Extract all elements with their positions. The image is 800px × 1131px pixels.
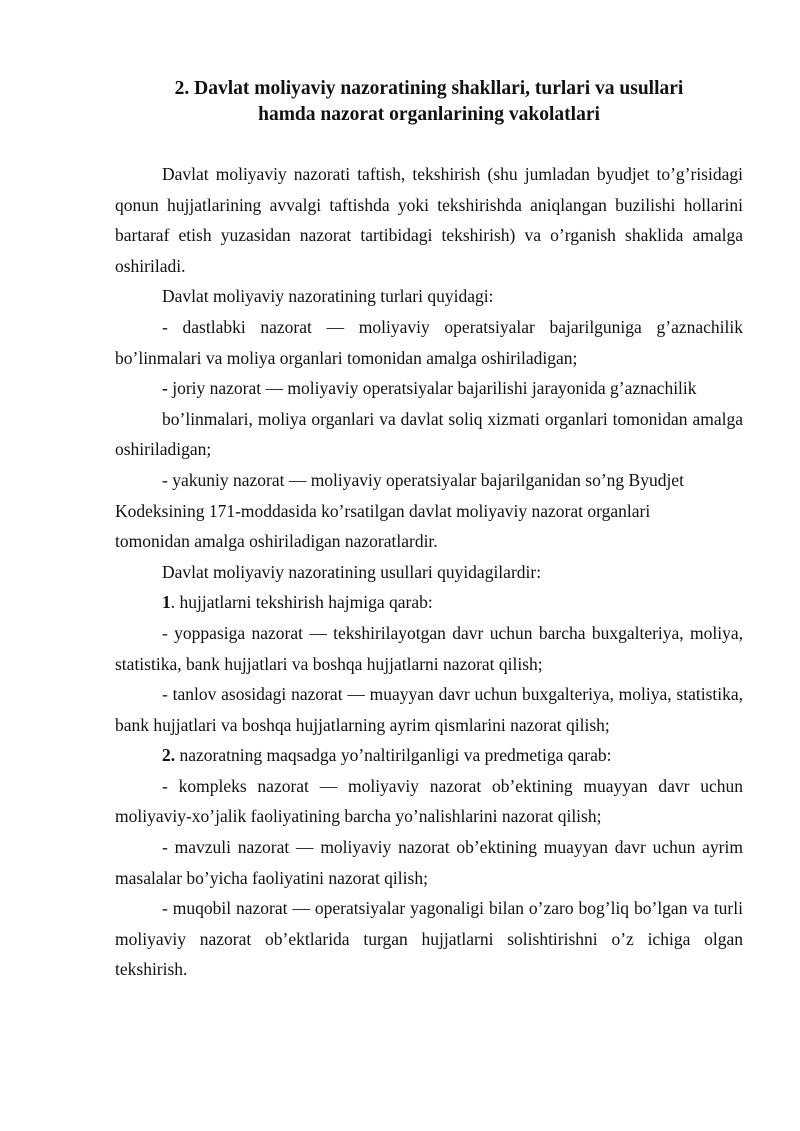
paragraph-selective-control: - tanlov asosidagi nazorat — muayyan davr uchun buxgalteriya, moliya, statistika, bank hujjatlari va boshqa hujjatlarning ayrim qismlarini nazorat qilish; — [115, 684, 743, 735]
method-2-text: nazoratning maqsadga yo’naltirilganligi va predmetiga qarab: — [175, 745, 612, 766]
method-2-number: 2. — [162, 745, 176, 766]
paragraph-preliminary-control: - dastlabki nazorat — moliyaviy operatsiyalar bajarilguniga g’aznachilik bo’linmalari va moliya organlari tomonidan amalga oshiriladigan; — [115, 316, 743, 368]
paragraph-alternative-control: - muqobil nazorat — operatsiyalar yagonaligi bilan o’zaro bog’liq bo’lgan va turli moliyaviy nazorat ob’ektlarida turgan hujjatlarni solishtirishni o’z ichiga olgan tekshirish. — [115, 898, 743, 980]
method-1-number: 1 — [162, 592, 171, 613]
paragraph-final-control — [115, 465, 743, 557]
method-1-text: . hujjatlarni tekshirish hajmiga qarab: — [170, 592, 433, 613]
paragraph-current-control — [115, 373, 743, 404]
paragraph-types-intro: Davlat moliyaviy nazoratining turlari quyidagi: — [162, 286, 494, 307]
current-control-text: joriy nazorat — moliyaviy operatsiyalar bajarilishi jarayonida g’aznachilik — [167, 378, 697, 399]
title-line-1: 2. Davlat moliyaviy nazoratining shakllari, turlari va usullari — [174, 78, 684, 99]
current-control-dash: - — [162, 378, 168, 399]
paragraph-current-control-cont: bo’linmalari, moliya organlari va davlat soliq xizmati organlari tomonidan amalga oshiriladigan; — [115, 408, 743, 460]
paragraph-thematic-control: - mavzuli nazorat — moliyaviy nazorat ob’ektining muayyan davr uchun ayrim masalalar bo’yicha faoliyatini nazorat qilish; — [115, 837, 743, 888]
final-control-line-2: Kodeksining 171-moddasida ko’rsatilgan davlat moliyaviy nazorat organlari — [115, 500, 651, 521]
final-control-line-1: - yakuniy nazorat — moliyaviy operatsiyalar bajarilganidan so’ng Byudjet — [162, 469, 684, 490]
title-line-2: hamda nazorat organlarining vakolatlari — [258, 104, 600, 125]
document-body — [115, 159, 743, 985]
page-title — [115, 76, 743, 128]
paragraph-forms: Davlat moliyaviy nazorati taftish, tekshirish (shu jumladan byudjet to’g’risidagi qonun hujjatlarining avvalgi taftishda yoki tekshirishda aniqlangan buzilishi hollarini bartaraf etish yuzasidan nazorat tartibidagi tekshirish) va o’rganish shaklida amalga oshiriladi. — [115, 164, 743, 276]
paragraph-methods-intro: Davlat moliyaviy nazoratining usullari quyidagilardir: — [162, 561, 542, 582]
paragraph-method-2 — [115, 740, 743, 771]
paragraph-full-control: - yoppasiga nazorat — tekshirilayotgan davr uchun barcha buxgalteriya, moliya, statistika, bank hujjatlari va boshqa hujjatlarni nazorat qilish; — [115, 622, 743, 674]
final-control-line-3: tomonidan amalga oshiriladigan nazoratlardir. — [115, 531, 438, 552]
paragraph-method-1 — [115, 587, 743, 618]
paragraph-complex-control: - kompleks nazorat — moliyaviy nazorat ob’ektining muayyan davr uchun moliyaviy-xo’jalik faoliyatining barcha yo’nalishlarini nazorat qilish; — [115, 775, 743, 827]
